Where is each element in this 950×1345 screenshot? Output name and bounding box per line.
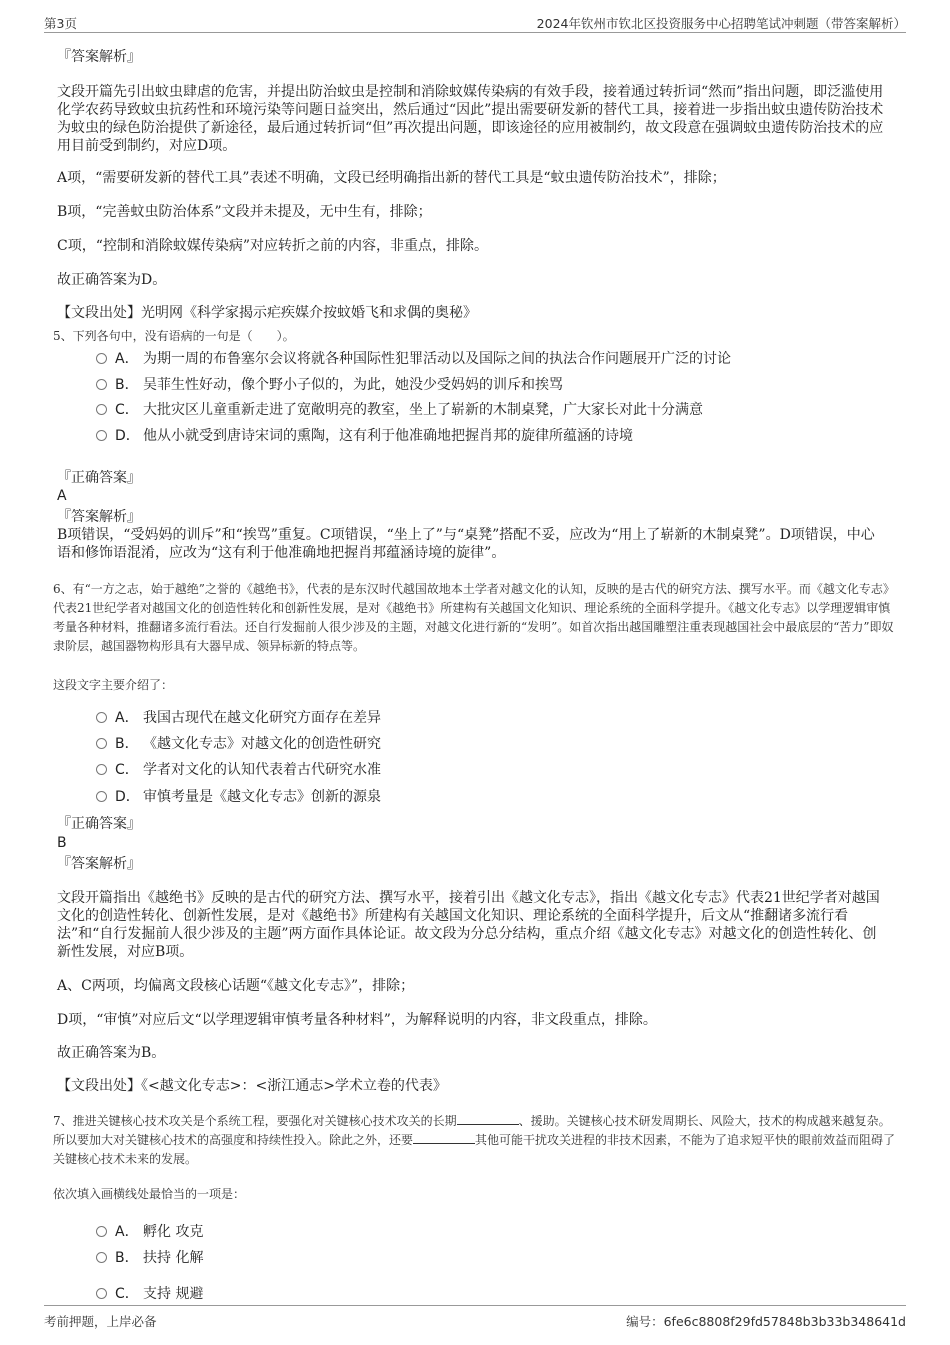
- fill-blank-2: [413, 1131, 475, 1144]
- analysis-label: 『答案解析』: [57, 509, 141, 525]
- radio-icon[interactable]: [96, 791, 107, 802]
- radio-icon[interactable]: [96, 764, 107, 775]
- correct-answer-label: 『正确答案』: [57, 470, 141, 486]
- radio-icon[interactable]: [96, 1226, 107, 1237]
- q7-option-a[interactable]: A． 孵化 攻克: [96, 1223, 203, 1241]
- analysis-text: 文段开篇先引出蚊虫肆虐的危害，并提出防治蚊虫是控制和消除蚊媒传染病的有效手段，接着通过转折词“然而”指出问题，即泛滥使用化学农药导致蚊虫抗药性和环境污染等问题日益突出，然后通过“因此”提出需要研发新的替代工具，接着进一步指出蚊虫遗传防治技术为蚊虫的绿色防治提供了新途径，最后通过转折词“但”再次提出问题，即该途径的应用被制约，故文段意在强调蚊虫遗传防治技术的应用目前受到制约，对应D项。: [57, 84, 884, 154]
- analysis-text: B项错误，“受妈妈的训斥”和“挨骂”重复。C项错误，“坐上了”与“桌凳”搭配不妥，应改为“用上了崭新的木制桌凳”。D项错误，中心语和修饰语混淆，应改为“这有利于他准确地把握肖邦蕴涵诗境的旋律”。: [57, 527, 875, 561]
- radio-icon[interactable]: [96, 353, 107, 364]
- page-footer: [44, 1305, 906, 1330]
- radio-icon[interactable]: [96, 379, 107, 390]
- question-5-text: 5、下列各句中，没有语病的一句是（ ）。: [53, 329, 295, 343]
- page-number: 第3页: [44, 16, 77, 31]
- q5-option-b[interactable]: B． 吴菲生性好动，像个野小子似的，为此，她没少受妈妈的训斥和挨骂: [96, 376, 563, 394]
- analysis-label: 『答案解析』: [57, 49, 141, 65]
- analysis-conclusion: 故正确答案为B。: [57, 1045, 166, 1061]
- analysis-option-ac: A、C两项，均偏离文段核心话题“《越文化专志》”，排除；: [57, 978, 415, 994]
- question-6-text: 6、有“一方之志，始于越绝”之誉的《越绝书》，代表的是东汉时代越国故地本土学者对越文化的认知，反映的是古代的研究方法、撰写水平。而《越文化专志》代表21世纪学者对越国文化的创造性转化和创新性发展，是对《越绝书》所建构有关越国文化知识、理论系统的全面科学提升。《越文化专志》以学理逻辑审慎考量各种材料，推翻诸多流行看法。还自行发掘前人很少涉及的主题，对越文化进行新的“发明”。如首次指出越国雕塑注重表现越国社会中最底层的“苦力”即奴隶阶层，越国器物构形具有大器早成、领异标新的特点等。: [53, 582, 895, 653]
- fill-blank-1: [457, 1112, 519, 1125]
- q7-option-c[interactable]: C． 支持 规避: [96, 1285, 203, 1303]
- q6-option-a[interactable]: A． 我国古现代在越文化研究方面存在差异: [96, 709, 381, 727]
- q6-option-c[interactable]: C． 学者对文化的认知代表着古代研究水准: [96, 761, 381, 779]
- question-7-prompt: 依次填入画横线处最恰当的一项是：: [53, 1187, 246, 1201]
- correct-answer-label: 『正确答案』: [57, 816, 141, 832]
- correct-answer: B: [57, 835, 67, 851]
- q5-option-c[interactable]: C． 大批灾区儿童重新走进了宽敞明亮的教室，坐上了崭新的木制桌凳，广大家长对此十分满意: [96, 401, 703, 419]
- q5-option-a[interactable]: A． 为期一周的布鲁塞尔会议将就各种国际性犯罪活动以及国际之间的执法合作问题展开广泛的讨论: [96, 350, 731, 368]
- radio-icon[interactable]: [96, 1252, 107, 1263]
- radio-icon[interactable]: [96, 430, 107, 441]
- analysis-option-c: C项，“控制和消除蚊媒传染病”对应转折之前的内容，非重点，排除。: [57, 238, 489, 254]
- analysis-option-b: B项，“完善蚊虫防治体系”文段并未提及，无中生有，排除；: [57, 204, 432, 220]
- analysis-label: 『答案解析』: [57, 856, 141, 872]
- analysis-option-d: D项，“审慎”对应后文“以学理逻辑审慎考量各种材料”，为解释说明的内容，非文段重点，排除。: [57, 1012, 657, 1028]
- question-7-text: 7、推进关键核心技术攻关是个系统工程，要强化对关键核心技术攻关的长期 、援助。关键核心技术研发周期长、风险大，技术的构成越来越复杂。所以要加大对关键核心技术的高强度和持续性投入。除此之外，还要 其他可能干扰攻关进程的非技术因素，不能为了追求短平快的眼前效益而阻碍了关键核心技术未来的发展。: [53, 1114, 896, 1166]
- radio-icon[interactable]: [96, 738, 107, 749]
- q6-option-d[interactable]: D． 审慎考量是《越文化专志》创新的源泉: [96, 788, 381, 806]
- q6-option-b[interactable]: B． 《越文化专志》对越文化的创造性研究: [96, 735, 381, 753]
- radio-icon[interactable]: [96, 404, 107, 415]
- source-citation: 【文段出处】光明网《科学家揭示疟疾媒介按蚊婚飞和求偶的奥秘》: [57, 305, 477, 321]
- document-title: 2024年钦州市钦北区投资服务中心招聘笔试冲刺题（带答案解析）: [536, 16, 906, 31]
- source-citation: 【文段出处】《<越文化专志>：<浙江通志>学术立卷的代表》: [57, 1078, 447, 1094]
- radio-icon[interactable]: [96, 712, 107, 723]
- footer-slogan: 考前押题，上岸必备: [44, 1314, 157, 1329]
- q5-option-d[interactable]: D． 他从小就受到唐诗宋词的熏陶，这有利于他准确地把握肖邦的旋律所蕴涵的诗境: [96, 427, 633, 445]
- page-header: [44, 12, 906, 33]
- analysis-option-a: A项，“需要研发新的替代工具”表述不明确，文段已经明确指出新的替代工具是“蚊虫遗传防治技术”，排除；: [57, 170, 726, 186]
- analysis-text: 文段开篇指出《越绝书》反映的是古代的研究方法、撰写水平，接着引出《越文化专志》，指出《越文化专志》代表21世纪学者对越国文化的创造性转化、创新性发展，是对《越绝书》所建构有关越国文化知识、理论系统的全面科学提升，后文从“推翻诸多流行看法”和“自行发掘前人很少涉及的主题”两方面作具体论证。故文段为分总分结构，重点介绍《越文化专志》对越文化的创造性转化、创新性发展，对应B项。: [57, 890, 880, 960]
- correct-answer: A: [57, 488, 67, 504]
- question-6-prompt: 这段文字主要介绍了：: [53, 678, 174, 692]
- analysis-conclusion: 故正确答案为D。: [57, 272, 167, 288]
- q7-option-b[interactable]: B． 扶持 化解: [96, 1249, 203, 1267]
- radio-icon[interactable]: [96, 1288, 107, 1299]
- document-id: 编号：6fe6c8808f29fd57848b3b33b348641d: [626, 1314, 906, 1329]
